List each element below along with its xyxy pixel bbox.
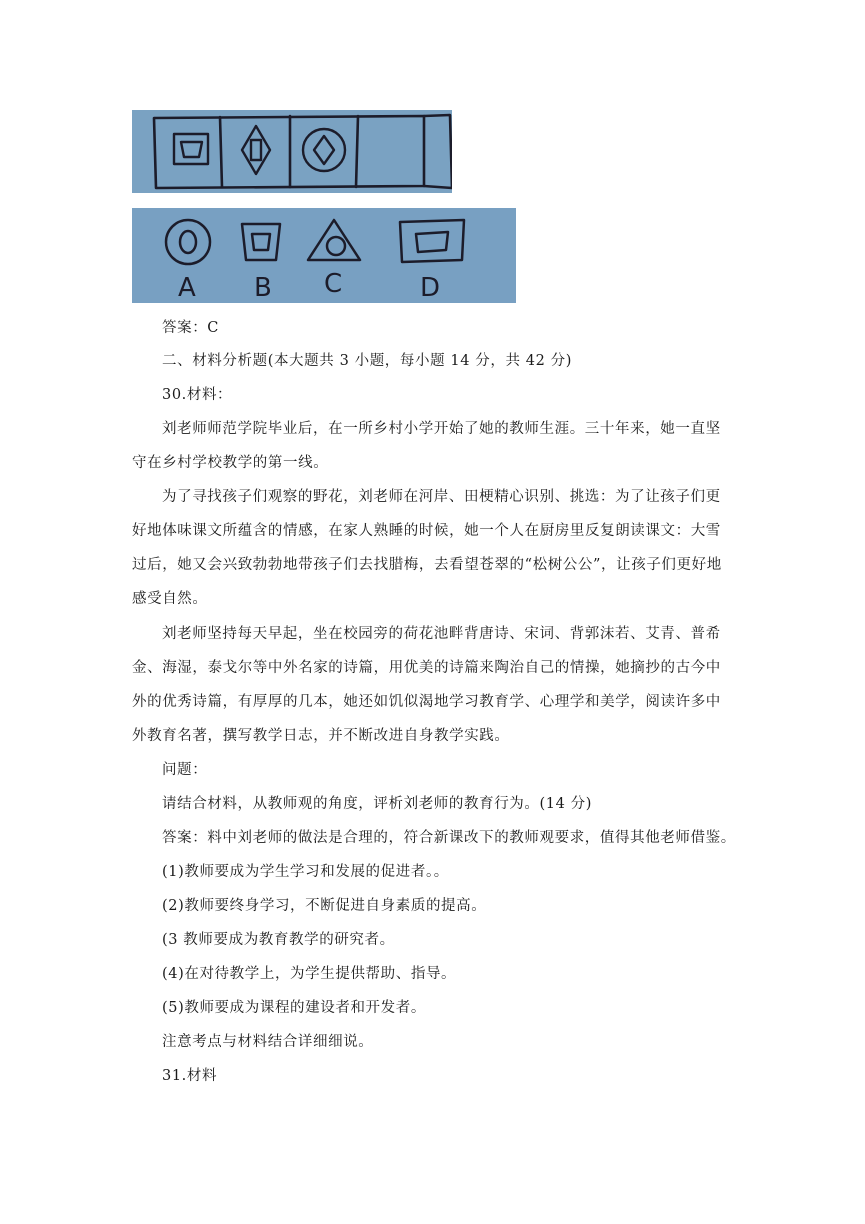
answer-item-4: (4)在对待教学上，为学生提供帮助、指导。 xyxy=(162,966,457,982)
paragraph-1-line-1: 刘老师师范学院毕业后，在一所乡村小学开始了她的教师生涯。三十年来，她一直坚 xyxy=(162,421,721,437)
paragraph-2-line-3: 过后，她又会兴致勃勃地带孩子们去找腊梅，去看望苍翠的“松树公公”，让孩子们更好地 xyxy=(132,557,722,573)
option-c-label: C xyxy=(324,269,343,299)
answer-item-1: (1)教师要成为学生学习和发展的促进者。。 xyxy=(162,864,449,880)
answer-item-3: (3 教师要成为教育教学的研究者。 xyxy=(162,932,395,948)
figure-sequence-photo xyxy=(132,110,452,193)
answer-30: 答案：料中刘老师的做法是合理的，符合新课改下的教师观要求，值得其他老师借鉴。 xyxy=(162,830,736,846)
option-a-label: A xyxy=(178,273,196,303)
paragraph-2-line-2: 好地体味课文所蕴含的情感，在家人熟睡的时候，她一个人在厨房里反复朗读课文：大雪 xyxy=(132,523,721,539)
answer-item-2: (2)教师要终身学习，不断促进自身素质的提高。 xyxy=(162,898,487,914)
answer-note: 注意考点与材料结合详细细说。 xyxy=(162,1034,374,1050)
paragraph-3-line-1: 刘老师坚持每天早起，坐在校园旁的荷花池畔背唐诗、宋词、背郭沫若、艾青、普希 xyxy=(162,626,721,642)
question-label: 问题： xyxy=(162,762,208,778)
answer-29: 答案：C xyxy=(162,320,219,336)
paragraph-1-line-2: 守在乡村学校教学的第一线。 xyxy=(132,455,329,471)
figure-options-photo xyxy=(132,208,516,303)
question-31-label: 31.材料 xyxy=(162,1068,218,1084)
paragraph-3-line-3: 外的优秀诗篇，有厚厚的几本，她还如饥似渴地学习教育学、心理学和美学，阅读许多中 xyxy=(132,694,721,710)
answer-item-5: (5)教师要成为课程的建设者和开发者。 xyxy=(162,1000,426,1016)
option-d-label: D xyxy=(420,273,441,303)
paragraph-3-line-2: 金、海湿，泰戈尔等中外名家的诗篇，用优美的诗篇来陶治自己的情操，她摘抄的古今中 xyxy=(132,660,721,676)
option-b-label: B xyxy=(254,273,272,303)
paragraph-3-line-4: 外教育名著，撰写教学日志，并不断改进自身教学实践。 xyxy=(132,728,510,744)
paragraph-2-line-4: 感受自然。 xyxy=(132,591,208,607)
paragraph-2-line-1: 为了寻找孩子们观察的野花，刘老师在河岸、田梗精心识别、挑选：为了让孩子们更 xyxy=(162,489,721,505)
question-text: 请结合材料，从教师观的角度，评析刘老师的教育行为。(14 分) xyxy=(162,796,592,812)
question-30-label: 30.材料： xyxy=(162,387,233,403)
section-heading: 二、材料分析题(本大题共 3 小题，每小题 14 分，共 42 分) xyxy=(162,353,572,369)
